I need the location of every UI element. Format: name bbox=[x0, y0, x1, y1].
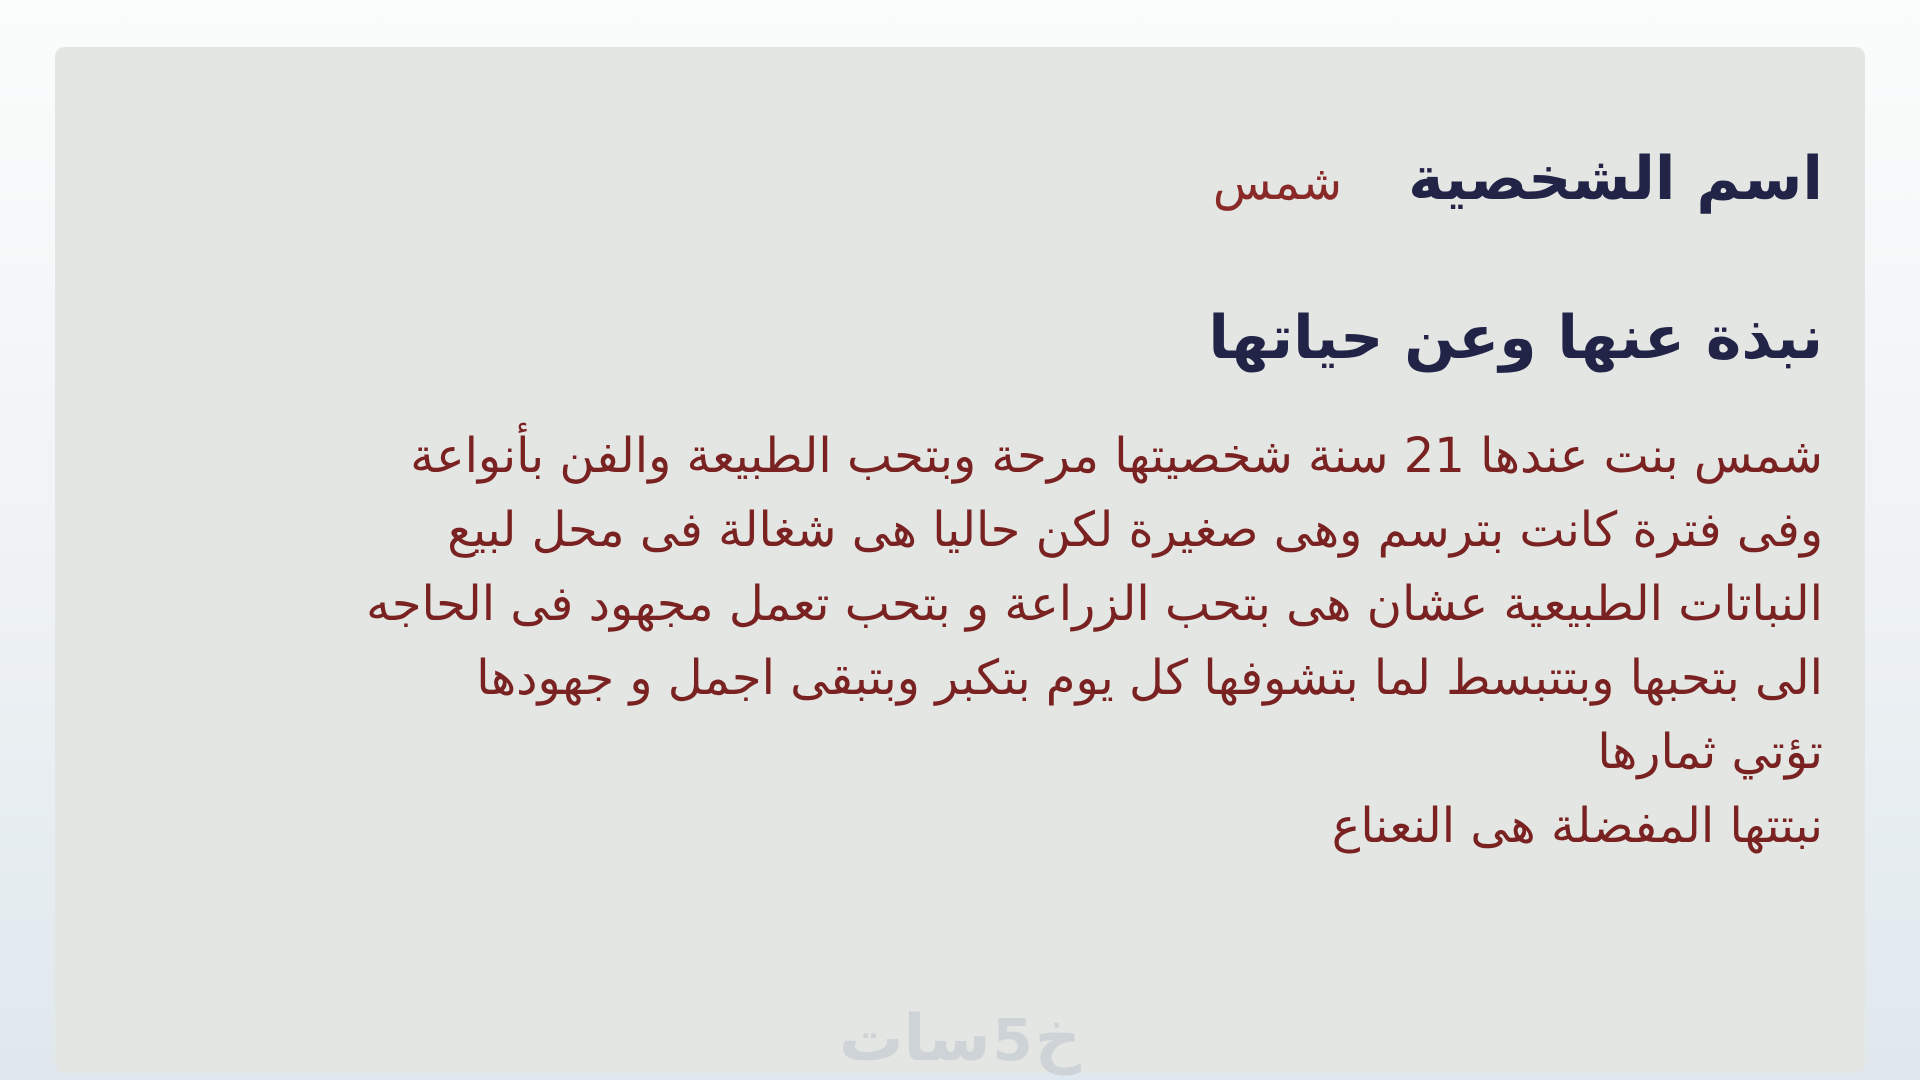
watermark-digit-5: 5 bbox=[992, 1006, 1033, 1074]
khamsat-watermark-logo bbox=[55, 1002, 1865, 1076]
character-name-value: شمس bbox=[1212, 155, 1343, 211]
bio-line: وفى فترة كانت بترسم وهى صغيرة لكن حاليا هى شغالة فى محل لبيع bbox=[447, 502, 1823, 558]
bio-line: تؤتي ثمارها bbox=[1597, 724, 1823, 780]
bio-line: شمس بنت عندها 21 سنة شخصيتها مرحة وبتحب الطبيعة والفن بأنواعة bbox=[410, 428, 1823, 484]
bio-paragraph bbox=[95, 419, 1823, 863]
watermark-text-right: خ bbox=[1034, 1002, 1081, 1076]
watermark-text-left: سات bbox=[839, 1002, 991, 1076]
bio-line: نبتتها المفضلة هى النعناع bbox=[1331, 798, 1823, 854]
character-name-row bbox=[1213, 145, 1823, 214]
bio-line: الى بتحبها وبتتبسط لما بتشوفها كل يوم بتكبر وبتبقى اجمل و جهودها bbox=[476, 650, 1823, 706]
content-card bbox=[55, 47, 1865, 1076]
character-name-label: اسم الشخصية bbox=[1408, 144, 1823, 214]
bio-line: النباتات الطبيعية عشان هى بتحب الزراعة و بتحب تعمل مجهود فى الحاجه bbox=[366, 576, 1823, 632]
bio-section-title: نبذة عنها وعن حياتها bbox=[1208, 303, 1823, 373]
